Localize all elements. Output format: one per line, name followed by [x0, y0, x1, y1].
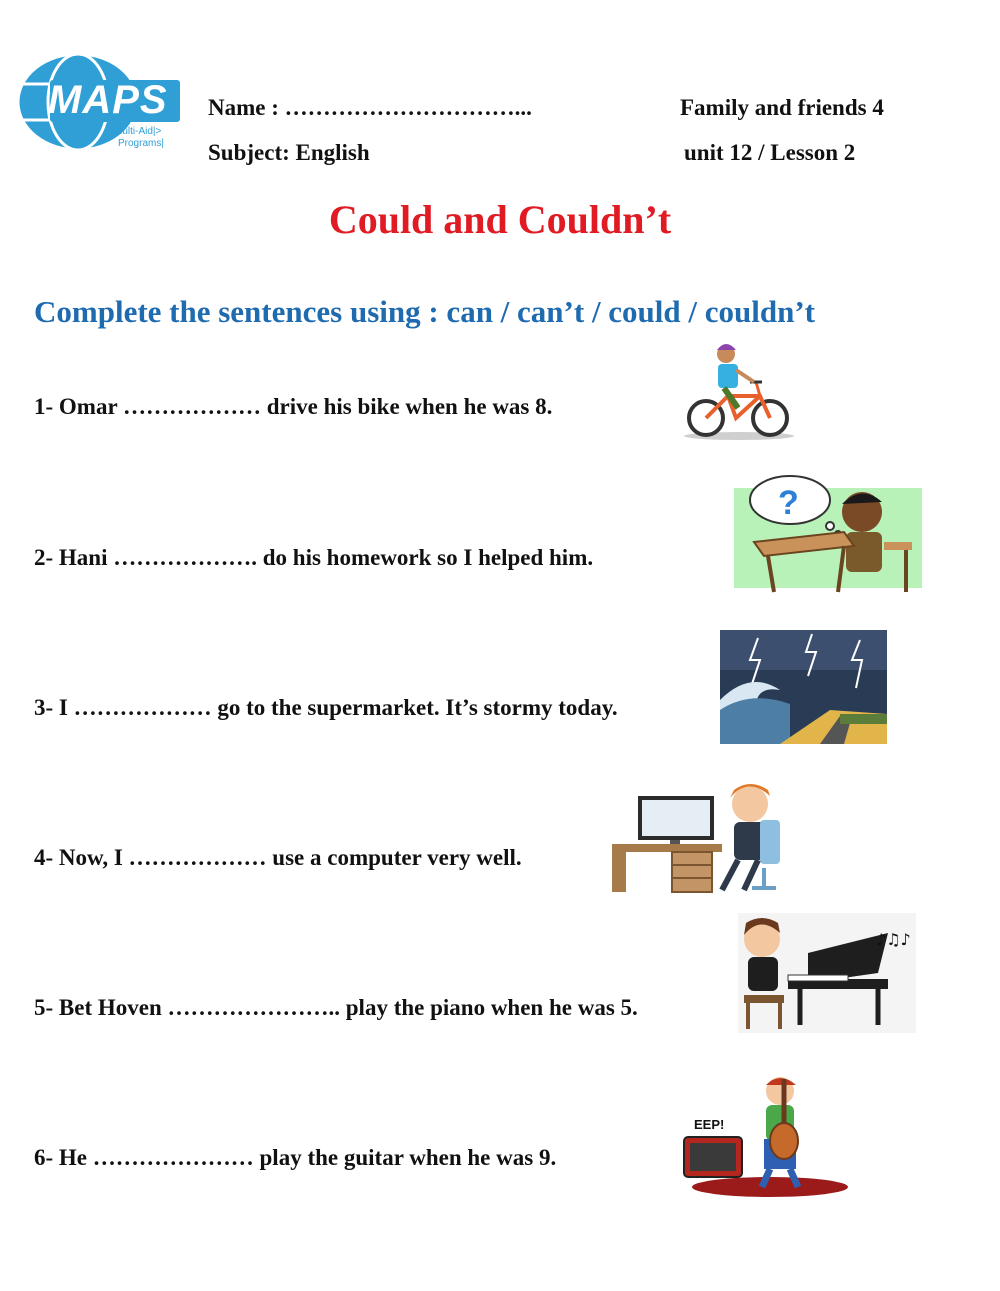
- logo-subtitle-1: Multi-Aid|>: [114, 126, 162, 137]
- sentence-1: 1- Omar ……………… drive his bike when he was 8.: [34, 394, 553, 419]
- guitar-player-image: [680, 1075, 850, 1197]
- piano-boy-image: [738, 913, 916, 1033]
- bike-rider-image: [680, 338, 798, 442]
- sentence-5: 5- Bet Hoven ………………….. play the piano when he was 5.: [34, 995, 638, 1020]
- book-title: Family and friends 4: [680, 95, 884, 120]
- svg-text:EEP!: EEP!: [694, 1117, 725, 1132]
- storm-image: [720, 630, 887, 744]
- sentence-4: 4- Now, I ……………… use a computer very well.: [34, 845, 522, 870]
- name-field: Name : …………………………...: [208, 95, 532, 120]
- logo-subtitle-2: Programs|: [118, 138, 164, 149]
- subject-label: Subject: English: [208, 140, 370, 165]
- maps-logo: [14, 52, 182, 154]
- instruction: Complete the sentences using : can / can’t / could / couldn’t: [34, 294, 816, 329]
- page-title: Could and Couldn’t: [328, 197, 672, 242]
- computer-user-image: [612, 778, 784, 894]
- logo-brand: MAPS: [48, 78, 168, 122]
- sentence-3: 3- I ……………… go to the supermarket. It’s stormy today.: [34, 695, 618, 720]
- sentence-2: 2- Hani ………………. do his homework so I helped him.: [34, 545, 594, 570]
- unit-lesson: unit 12 / Lesson 2: [684, 140, 856, 165]
- svg-text:♪♫♪: ♪♫♪: [876, 930, 911, 949]
- confused-student-image: [734, 472, 922, 598]
- sentence-6: 6- He ………………… play the guitar when he was 9.: [34, 1145, 557, 1170]
- svg-text:?: ?: [778, 484, 799, 522]
